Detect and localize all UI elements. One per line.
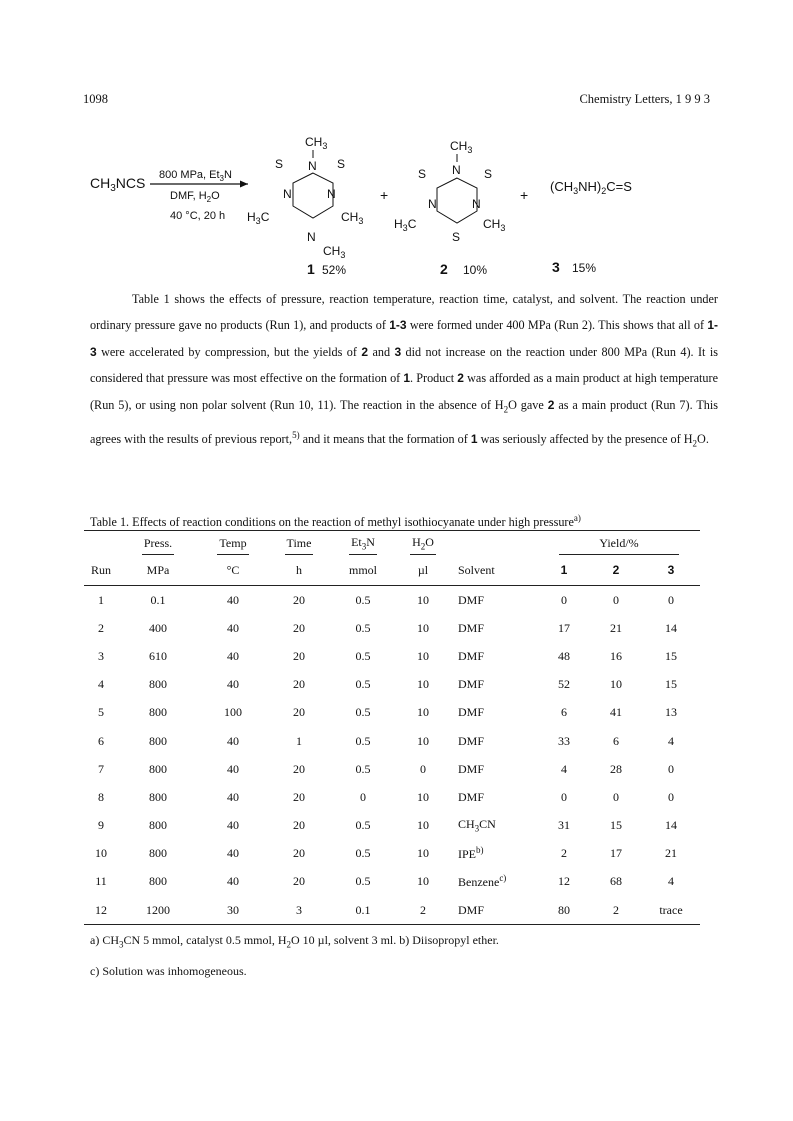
svg-text:S: S [452,230,461,244]
col-yield-1: 1 [560,563,568,577]
table-cell: DMF [458,705,485,720]
svg-text:N: N [307,230,316,244]
table-cell: 20 [293,648,305,663]
svg-text:N: N [472,197,481,211]
col-yield-header: Yield/% [559,536,678,555]
table-cell: 0.5 [355,705,371,720]
table-cell: 17 [558,620,570,635]
table-cell: 20 [293,705,305,720]
condition-line-2: DMF, $H_2O$ [170,190,220,204]
table-cell: 40 [227,818,239,833]
table-cell: 800 [149,789,167,804]
table-cell: 800 [149,818,167,833]
table-cell: 10 [417,874,429,889]
table-cell: DMF [458,761,485,776]
table-cell: 15 [665,648,677,663]
product-2-yield: 10% [463,263,488,277]
svg-text:CH3: $CH_3$ [305,135,328,151]
table-cell: 40 [227,677,239,692]
svg-text:N: N [327,187,336,201]
table-cell: 100 [224,705,242,720]
table-cell: 0 [561,592,567,607]
svg-text:S: S [275,157,284,171]
table-cell: 10 [417,620,429,635]
table-row [84,699,700,727]
table-cell: 7 [98,761,104,776]
svg-text:N: N [452,163,461,177]
col-water-header: $H_2O$ [410,535,436,555]
table-cell: 2 [561,846,567,861]
table-cell: 40 [227,761,239,776]
table-cell: DMF [458,902,485,917]
table-caption: Table 1. Effects of reaction conditions on the reaction of methyl isothiocyanate under high pressure$^{a)}$ [90,513,581,530]
product-1-yield: 52% [322,263,347,277]
col-yield-2: 2 [612,563,620,577]
table-cell: 10 [417,677,429,692]
table-row [84,840,700,868]
table-cell: 0.1 [150,592,166,607]
table-row [84,642,700,670]
table-cell: 15 [610,818,622,833]
table-cell: 0.5 [355,874,371,889]
table-cell: 0.5 [355,733,371,748]
table-cell: 6 [613,733,619,748]
product-3-formula: $(CH_3NH)_2C=S$ [550,179,632,196]
results-table [84,530,700,925]
table-cell: 52 [558,677,570,692]
product-3-yield: 15% [572,261,597,275]
header-row-1 [84,531,700,556]
svg-text:CH3: $CH_3$ [341,210,364,226]
reactant-formula: $CH_3NCS$ [90,175,146,194]
table-cell: 0.5 [355,648,371,663]
table-cell: 80 [558,902,570,917]
table-cell: 17 [610,846,622,861]
table-cell: 40 [227,846,239,861]
table-cell: 15 [665,677,677,692]
condition-line-1: 800 MPa, $Et_3N$ [159,169,232,183]
product-1-structure [247,135,363,260]
journal-header: Chemistry Letters, 1 9 9 3 [579,92,710,106]
table-cell: 20 [293,620,305,635]
table-row [84,614,700,642]
table-cell: 1 [296,733,302,748]
table-cell: 20 [293,677,305,692]
table-cell: 68 [610,874,622,889]
page-number: 1098 [83,92,108,106]
svg-text:CH3: $CH_3$ [323,244,346,260]
table-cell: 0.5 [355,620,371,635]
table-cell: 0 [668,592,674,607]
table-cell: 10 [610,677,622,692]
table-cell: 2 [98,620,104,635]
svg-text:H3C: $H_3C$ [247,210,270,226]
table-cell: 10 [417,818,429,833]
table-cell: 28 [610,761,622,776]
col-run-unit: Run [90,562,111,577]
reaction-scheme [80,128,720,278]
table-cell: 800 [149,733,167,748]
table-cell: 0.5 [355,818,371,833]
table-cell: 30 [227,902,239,917]
table-cell: 20 [293,846,305,861]
table-cell: 0 [668,789,674,804]
table-cell: 40 [227,648,239,663]
svg-text:N: N [308,159,317,173]
svg-text:H3C: $H_3C$ [394,217,417,233]
table-cell: 2 [613,902,619,917]
table-row [84,755,700,783]
table-cell: 0.5 [355,592,371,607]
table-cell: 10 [417,733,429,748]
body-paragraph: Table 1 shows the effects of pressure, reaction temperature, reaction time, catalyst, and solvent. The reaction under ordinary pressure gave no products (Run 1), and products of 1-3 were formed under 400 MPa (Run 2). This shows that all of 1-3 were accelerated by compression, but the yields of 2 and 3 did not increase on the reaction under 800 MPa (Run 4). It is considered that pressure was most effective on the formation of 1. Product 2 was afforded as a main product at high temperature (Run 5), or using non polar solvent (Run 10, 11). The reaction in the absence of $H_2O$ gave 2 as a main product (Run 7). This agrees with the results of previous report,$^{5)}$ and it means that the formation of 1 was seriously affected by the presence of $H_2O$. [90,292,718,449]
table-cell: 14 [665,620,677,635]
table-cell: 800 [149,677,167,692]
col-press-header: Press. [142,536,174,555]
table-cell: 0 [668,761,674,776]
col-time-unit: h [296,562,302,577]
table-cell: 610 [149,648,167,663]
table-cell: DMF [458,789,485,804]
table-cell: 800 [149,761,167,776]
table-cell: 6 [561,705,567,720]
table-cell: 11 [95,874,107,889]
table-cell: 0.5 [355,846,371,861]
table-cell: 40 [227,874,239,889]
table-cell: DMF [458,677,485,692]
table-cell: 0 [360,789,366,804]
col-temp-header: Temp [217,536,248,555]
table-cell: 31 [558,818,570,833]
table-cell: 0 [613,592,619,607]
table-cell: DMF [458,648,485,663]
table-cell: 800 [149,846,167,861]
table-cell: 10 [417,789,429,804]
table-cell: 21 [610,620,622,635]
svg-text:S: S [337,157,346,171]
svg-text:S: S [418,167,427,181]
table-cell: 41 [610,705,622,720]
product-2-label: 2 [440,261,448,277]
table-cell: 40 [227,592,239,607]
product-3-label: 3 [552,259,560,275]
table-cell: 1 [98,592,104,607]
table-cell: 20 [293,761,305,776]
product-1-label: 1 [307,261,315,277]
table-cell: 14 [665,818,677,833]
table-cell: 4 [668,874,674,889]
table-cell: 3 [98,648,104,663]
table-cell: 4 [561,761,567,776]
col-press-unit: MPa [146,562,170,577]
table-cell: 400 [149,620,167,635]
table-cell: 12 [558,874,570,889]
col-yield-3: 3 [667,563,675,577]
table-cell: 40 [227,733,239,748]
table-cell: 3 [296,902,302,917]
table-cell: 800 [149,705,167,720]
table-cell: $CH_3CN$ [458,817,496,834]
table-cell: 0 [561,789,567,804]
table-cell: 0.5 [355,761,371,776]
table-cell: DMF [458,733,485,748]
table-cell: 20 [293,789,305,804]
table-cell: 0.5 [355,677,371,692]
svg-text:N: N [283,187,292,201]
footnote-c: c) Solution was inhomogeneous. [90,964,247,978]
table-row [84,812,700,840]
table-cell: DMF [458,620,485,635]
table-cell: 33 [558,733,570,748]
table-row [84,783,700,811]
table-cell: 10 [95,846,107,861]
svg-text:+: + [380,187,389,203]
svg-text:+: + [520,187,529,203]
svg-text:CH3: $CH_3$ [450,139,473,155]
table-cell: 10 [417,846,429,861]
table-cell: 20 [293,874,305,889]
svg-text:CH3: $CH_3$ [483,217,506,233]
header-row-2 [84,555,700,586]
table-cell: 13 [665,705,677,720]
table-row [84,586,700,615]
table-cell: DMF [458,592,485,607]
table-cell: 4 [668,733,674,748]
table-cell: 0.1 [355,902,371,917]
product-2-structure [394,139,505,244]
table-cell: 6 [98,733,104,748]
table-row [84,727,700,755]
table-cell: 0 [420,761,426,776]
table-cell: 20 [293,818,305,833]
table-cell: 20 [293,592,305,607]
table-cell: 0 [613,789,619,804]
table-cell: 48 [558,648,570,663]
col-time-header: Time [285,536,314,555]
table-cell: 16 [610,648,622,663]
col-temp-unit: °C [226,562,240,577]
table-cell: IPE$^{b)}$ [458,845,484,862]
table-cell: 21 [665,846,677,861]
svg-text:N: N [428,197,437,211]
table-cell: 10 [417,592,429,607]
table-cell: trace [659,902,683,917]
table-cell: 12 [95,902,107,917]
col-catalyst-header: $Et_3N$ [349,535,377,555]
table-cell: 2 [420,902,426,917]
condition-line-3: 40 °C, 20 h [170,210,226,222]
table-cell: 9 [98,818,104,833]
table-cell: 1200 [146,902,170,917]
footnote-a: a) $CH_3CN$ 5 mmol, catalyst 0.5 mmol, $H_2O$ 10 µl, solvent 3 ml. b) Diisopropyl ether. [90,933,499,950]
table-cell: 10 [417,705,429,720]
col-water-unit: µl [417,562,429,577]
svg-text:S: S [484,167,493,181]
table-cell: 40 [227,620,239,635]
table-cell: 800 [149,874,167,889]
table-cell: 5 [98,705,104,720]
table-row [84,868,700,896]
table-cell: 40 [227,789,239,804]
table-cell: 4 [98,677,104,692]
table-row [84,896,700,925]
col-solvent-header: Solvent [458,562,495,577]
col-catalyst-unit: mmol [348,562,377,577]
table-cell: 10 [417,648,429,663]
table-row [84,671,700,699]
table-cell: Benzene$^{c)}$ [458,873,507,890]
table-cell: 8 [98,789,104,804]
